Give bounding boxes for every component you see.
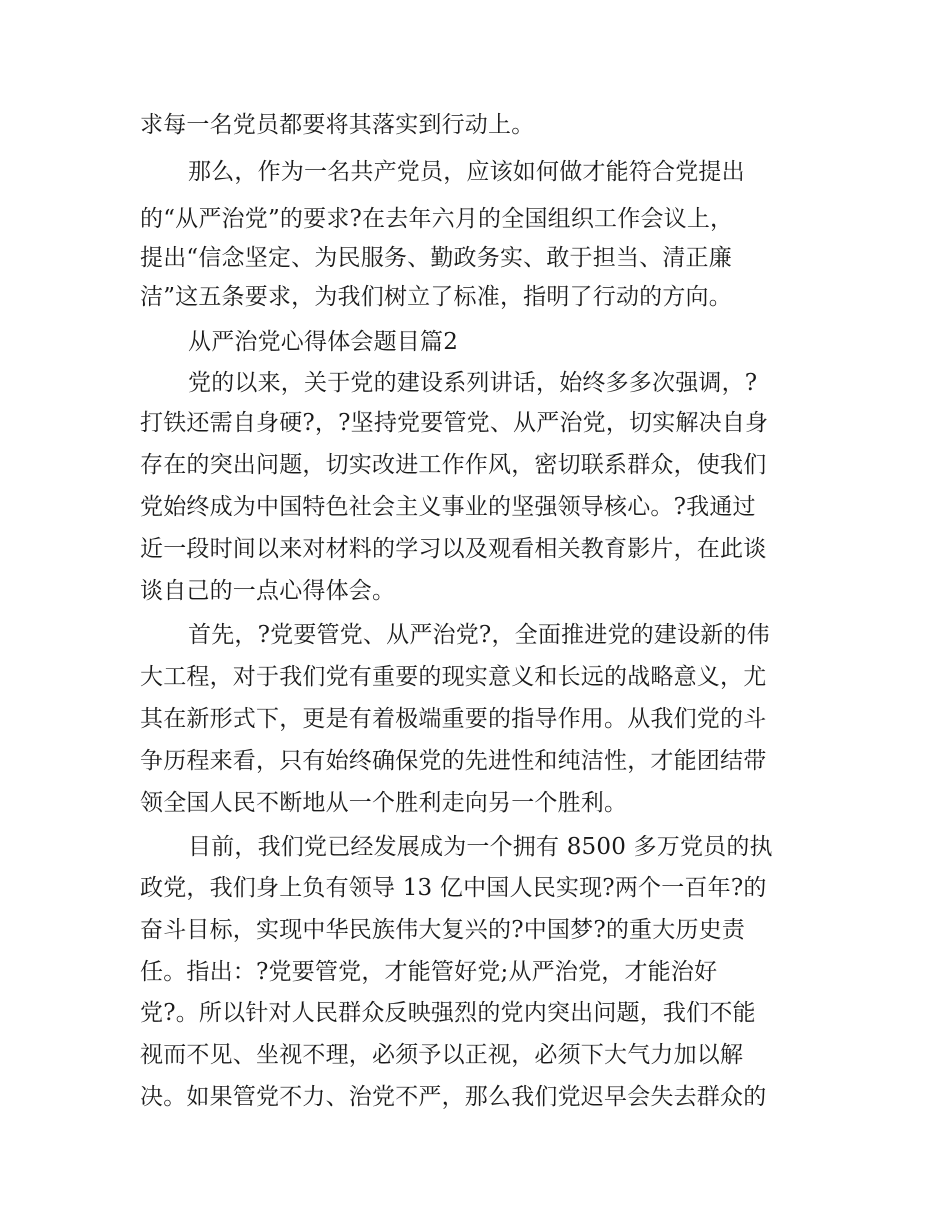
text-line: 争历程来看，只有始终确保党的先进性和纯洁性，才能团结带 bbox=[140, 748, 767, 774]
text-line: 打铁还需自身硬?，?坚持党要管党、从严治党，切实解决自身 bbox=[140, 410, 769, 436]
section-heading: 从严治党心得体会题目篇2 bbox=[188, 329, 459, 355]
text-line: 领全国人民不断地从一个胜利走向另一个胜利。 bbox=[140, 790, 628, 816]
text-line: 党的以来，关于党的建设系列讲话，始终多多次强调，? bbox=[188, 370, 758, 396]
text-line: 政党，我们身上负有领导 13 亿中国人民实现?两个一百年?的 bbox=[140, 875, 767, 901]
text-line: 奋斗目标，实现中华民族伟大复兴的?中国梦?的重大历史责 bbox=[140, 917, 746, 943]
text-line: 其在新形式下，更是有着极端重要的指导作用。从我们党的斗 bbox=[140, 706, 767, 732]
text-line: 党?。所以针对人民群众反映强烈的党内突出问题，我们不能 bbox=[140, 1000, 756, 1026]
text-line: 决。如果管党不力、治党不严，那么我们党迟早会失去群众的 bbox=[140, 1084, 767, 1110]
text-line: 的“从严治党”的要求?在去年六月的全国组织工作会议上， bbox=[140, 206, 734, 232]
text-line: 求每一名党员都要将其落实到行动上。 bbox=[140, 112, 535, 138]
text-line: 提出“信念坚定、为民服务、勤政务实、敢于担当、清正廉 bbox=[140, 245, 732, 271]
text-line: 存在的突出问题，切实改进工作作风，密切联系群众，使我们 bbox=[140, 452, 767, 478]
text-line: 谈自己的一点心得体会。 bbox=[140, 578, 396, 604]
text-line: 大工程，对于我们党有重要的现实意义和长远的战略意义，尤 bbox=[140, 664, 767, 690]
text-line: 党始终成为中国特色社会主义事业的坚强领导核心。?我通过 bbox=[140, 494, 756, 520]
text-line: 首先，?党要管党、从严治党?，全面推进党的建设新的伟 bbox=[188, 622, 770, 648]
text-line: 洁”这五条要求，为我们树立了标准，指明了行动的方向。 bbox=[140, 284, 732, 310]
text-line: 那么，作为一名共产党员，应该如何做才能符合党提出 bbox=[188, 159, 745, 185]
text-line: 任。指出：?党要管党，才能管好党;从严治党，才能治好 bbox=[140, 959, 718, 985]
text-line: 视而不见、坐视不理，必须予以正视，必须下大气力加以解 bbox=[140, 1042, 744, 1068]
text-line: 目前，我们党已经发展成为一个拥有 8500 多万党员的执 bbox=[188, 834, 773, 860]
text-line: 近一段时间以来对材料的学习以及观看相关教育影片，在此谈 bbox=[140, 536, 767, 562]
